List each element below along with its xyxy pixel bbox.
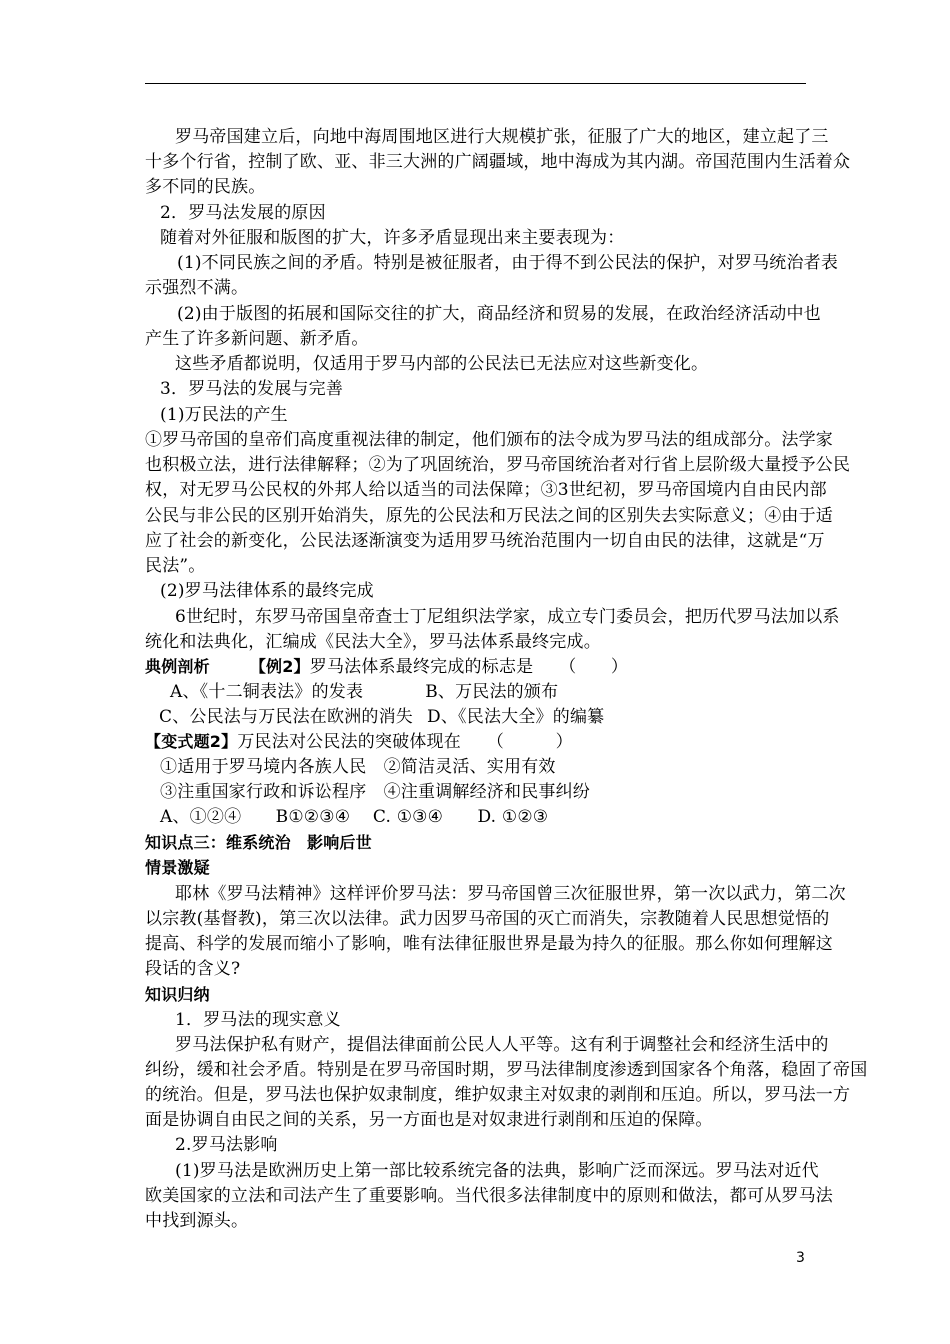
variant-options: A、①②④ B①②③④ C. ①③④ D. ①②③	[160, 807, 549, 827]
paragraph-line: (1)万民法的产生	[160, 405, 288, 425]
option-a: A、《十二铜表法》的发表	[170, 682, 364, 702]
example-question-line	[145, 655, 628, 679]
example-tag: 【例2】	[249, 657, 310, 676]
section3-heading: 知识点三：维系统治 影响后世	[145, 833, 372, 852]
paragraph-line: 应了社会的新变化，公民法逐渐演变为适用罗马统治范围内一切自由民的法律，这就是“万	[145, 531, 825, 551]
paragraph-line: ①罗马帝国的皇帝们高度重视法律的制定，他们颁布的法令成为罗马法的组成部分。法学家	[145, 430, 833, 450]
summary-paragraph-line: 欧美国家的立法和司法产生了重要影响。当代很多法律制度中的原则和做法，都可从罗马法	[145, 1186, 833, 1206]
paragraph-line: 统化和法典化，汇编成《民法大全》，罗马法体系最终完成。	[145, 632, 601, 652]
paragraph-line: (2)罗马法律体系的最终完成	[160, 581, 374, 601]
header-rule	[145, 83, 806, 84]
paragraph-line: 随着对外征服和版图的扩大，许多矛盾显现出来主要表现为：	[160, 228, 625, 248]
paragraph-line: 产生了许多新问题、新矛盾。	[145, 329, 369, 349]
page-number: 3	[796, 1250, 805, 1266]
scene-paragraph-line: 提高、科学的发展而缩小了影响，唯有法律征服世界是最为持久的征服。那么你如何理解这	[145, 934, 833, 954]
summary-heading: 知识归纳	[145, 985, 210, 1004]
paragraph-line: 多不同的民族。	[145, 177, 266, 197]
option-b: B、万民法的颁布	[425, 682, 559, 702]
summary-paragraph-line: 2.罗马法影响	[175, 1135, 278, 1155]
variant-question: 万民法对公民法的突破体现在 （ ）	[237, 732, 573, 752]
example-options-row-1	[170, 680, 558, 704]
paragraph-line: 6世纪时，东罗马帝国皇帝查士丁尼组织法学家，成立专门委员会，把历代罗马法加以系	[175, 607, 840, 627]
variant-tag: 【变式题2】	[145, 732, 238, 751]
scene-paragraph-line: 以宗教(基督教)，第三次以法律。武力因罗马帝国的灭亡而消失，宗教随着人民思想觉悟的	[145, 909, 830, 929]
scene-paragraph-line: 段话的含义?	[145, 959, 241, 979]
paragraph-line: 这些矛盾都说明，仅适用于罗马内部的公民法已无法应对这些新变化。	[175, 354, 709, 374]
paragraph-line: (2)由于版图的拓展和国际交往的扩大，商品经济和贸易的发展，在政治经济活动中也	[177, 304, 821, 324]
option-c: C、公民法与万民法在欧洲的消失	[159, 707, 414, 727]
scene-paragraph-line: 耶林《罗马法精神》这样评价罗马法：罗马帝国曾三次征服世界，第一次以武力，第二次	[175, 884, 846, 904]
variant-question-line	[145, 730, 573, 754]
paragraph-line: 公民与非公民的区别开始消失，原先的公民法和万民法之间的区别失去实际意义；④由于适	[145, 506, 833, 526]
example-options-row-2	[159, 705, 604, 729]
scene-heading: 情景激疑	[145, 858, 210, 877]
paragraph-line: 示强烈不满。	[145, 278, 249, 298]
paragraph-line: 罗马帝国建立后，向地中海周围地区进行大规模扩张，征服了广大的地区，建立起了三	[175, 127, 829, 147]
summary-paragraph-line: 面是协调自由民之间的关系，另一方面也是对奴隶进行剥削和压迫的保障。	[145, 1110, 713, 1130]
paragraph-line: 也积极立法，进行法律解释；②为了巩固统治，罗马帝国统治者对行省上层阶级大量授予公民	[145, 455, 851, 475]
variant-items-2: ③注重国家行政和诉讼程序 ④注重调解经济和民事纠纷	[160, 782, 590, 802]
paragraph-line: 十多个行省，控制了欧、亚、非三大洲的广阔疆域，地中海成为其内湖。帝国范围内生活着众	[145, 152, 851, 172]
paragraph-line: 权，对无罗马公民权的外邦人给以适当的司法保障；③3世纪初，罗马帝国境内自由民内部	[145, 480, 827, 500]
option-d: D、《民法大全》的编纂	[427, 707, 605, 727]
summary-paragraph-line: 纠纷，缓和社会矛盾。特别是在罗马帝国时期，罗马法律制度渗透到国家各个角落，稳固了帝国	[145, 1060, 868, 1080]
summary-paragraph-line: 罗马法保护私有财产，提倡法律面前公民人人平等。这有利于调整社会和经济生活中的	[175, 1035, 829, 1055]
example-question: 罗马法体系最终完成的标志是 （ ）	[309, 657, 629, 677]
example-heading: 典例剖析	[145, 657, 210, 676]
summary-paragraph-line: 的统治。但是，罗马法也保护奴隶制度，维护奴隶主对奴隶的剥削和压迫。所以，罗马法一方	[145, 1085, 851, 1105]
summary-paragraph-line: 1．罗马法的现实意义	[175, 1010, 341, 1030]
paragraph-line: 民法”。	[145, 556, 206, 576]
paragraph-line: (1)不同民族之间的矛盾。特别是被征服者，由于得不到公民法的保护，对罗马统治者表	[177, 253, 839, 273]
variant-items-1: ①适用于罗马境内各族人民 ②简洁灵活、实用有效	[160, 757, 556, 777]
paragraph-line: 3．罗马法的发展与完善	[160, 379, 344, 399]
summary-paragraph-line: (1)罗马法是欧洲历史上第一部比较系统完备的法典，影响广泛而深远。罗马法对近代	[175, 1161, 819, 1181]
summary-paragraph-line: 中找到源头。	[145, 1211, 249, 1231]
paragraph-line: 2．罗马法发展的原因	[160, 203, 326, 223]
